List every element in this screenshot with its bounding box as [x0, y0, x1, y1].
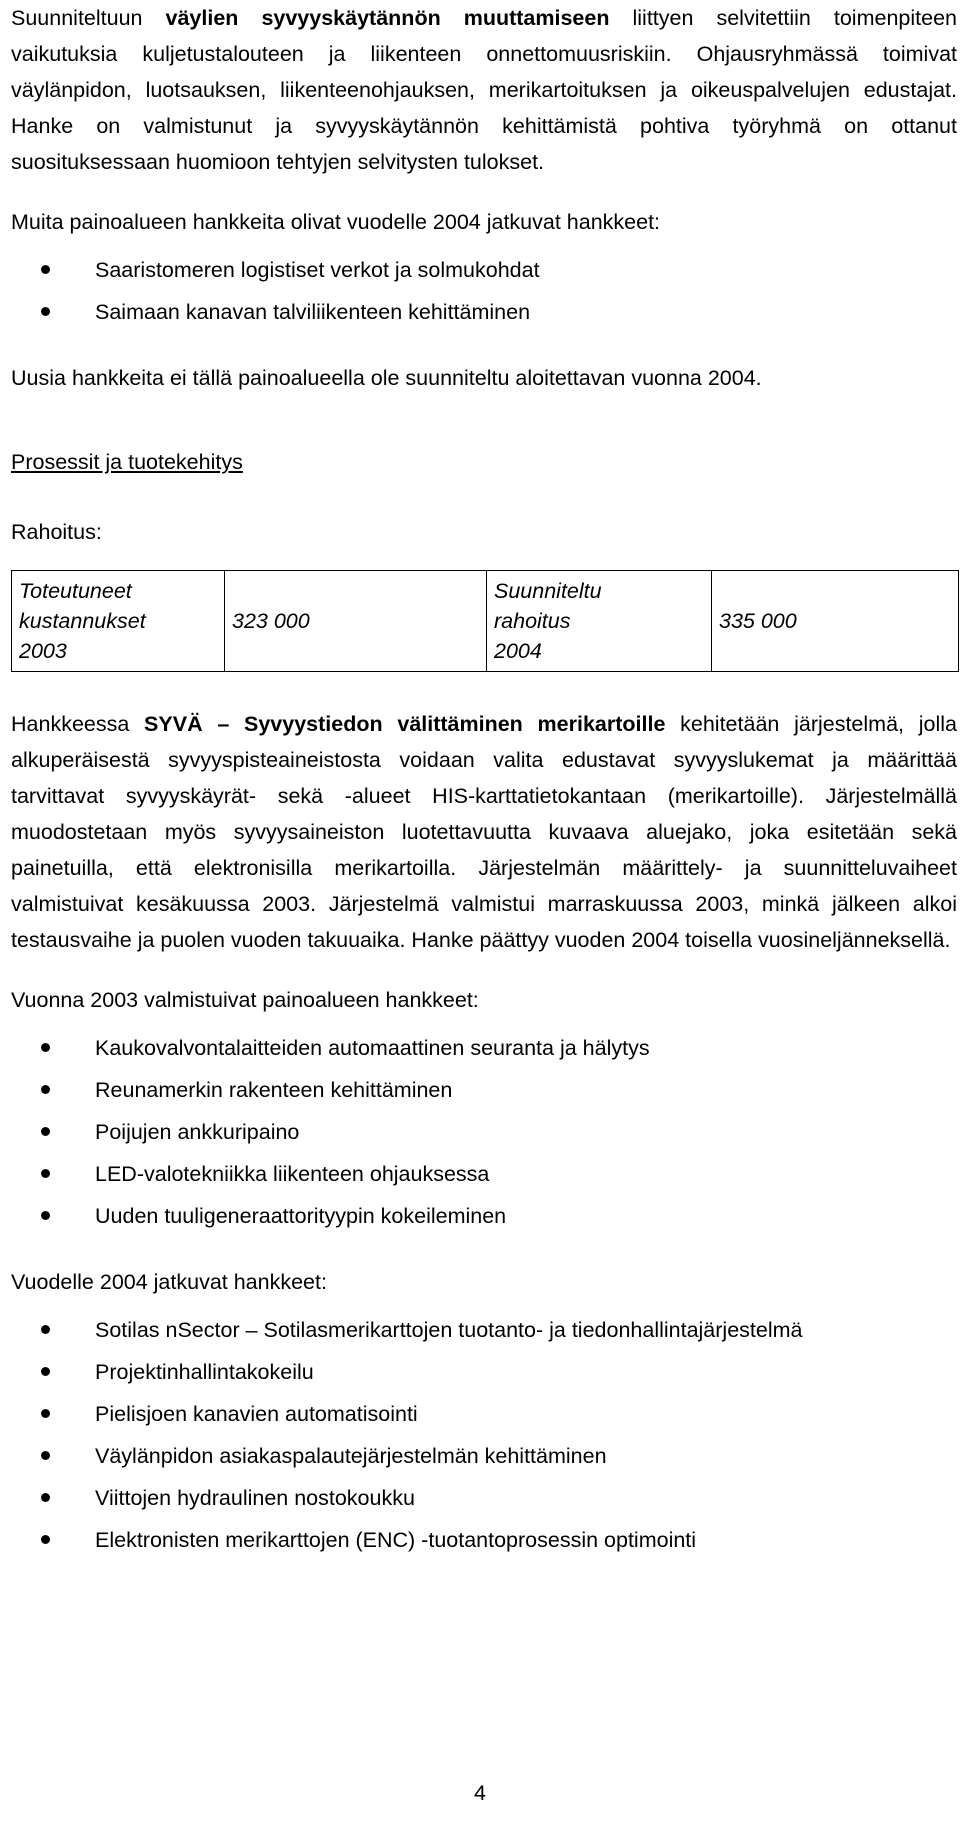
bullet-icon	[41, 1211, 50, 1220]
cost-value-cell: 323 000	[225, 571, 487, 672]
bullet-icon	[41, 1493, 50, 1502]
bullet-icon	[41, 1367, 50, 1376]
list-item: Viittojen hydraulinen nostokoukku	[11, 1480, 957, 1516]
list-item: Saaristomeren logistiset verkot ja solmukohdat	[11, 252, 957, 288]
table-row	[12, 571, 959, 672]
cost-label-cell: Toteutuneet kustannukset 2003	[12, 571, 225, 672]
bullet-icon	[41, 1535, 50, 1544]
paragraph-intro-rest: liittyen selvitettiin toimenpiteen vaikutuksia kuljetustalouteen ja liikenteen onnettomuusriskiin. Ohjausryhmässä toimivat väylänpidon, luotsauksen, liikenteenohjauksen, merikartoituksen ja oikeuspalvelujen edustajat. Hanke on valmistunut ja syvyyskäytännön kehittämistä pohtiva työryhmä on ottanut suosituksessaan huomioon tehtyjen selvitysten tulokset.	[11, 6, 957, 174]
list-item: Elektronisten merikarttojen (ENC) -tuotantoprosessin optimointi	[11, 1522, 957, 1558]
paragraph-intro-start: Suunniteltuun	[11, 6, 166, 30]
paragraph-syva: Hankkeessa SYVÄ – Syvyystiedon välittäminen merikartoille kehitetään järjestelmä, jolla alkuperäisestä syvyyspisteaineistosta voidaan valita edustavat syvyyslukemat ja määrittää tarvittavat syvyyskäyrät- sekä -alueet HIS-karttatietokantaan (merikartoille). Järjestelmällä muodostetaan myös syvyysaineiston luotettavuutta kuvaava aluejako, joka esitetään sekä painetuilla, että elektronisilla merikartoilla. Järjestelmän määrittely- ja suunnitteluvaiheet valmistuivat kesäkuussa 2003. Järjestelmä valmistui marraskuussa 2003, minkä jälkeen alkoi testausvaihe ja puolen vuoden takuuaika. Hanke päättyy vuoden 2004 toisella vuosineljänneksellä.	[11, 712, 957, 952]
paragraph-continuing-intro: Vuodelle 2004 jatkuvat hankkeet:	[11, 1270, 327, 1294]
project-title-syva: SYVÄ – Syvyystiedon välittäminen merikartoille	[144, 712, 666, 736]
budget-value-cell: 335 000	[712, 571, 959, 672]
project-title-syvyyskaytanto: väylien syvyyskäytännön muuttamiseen	[165, 6, 610, 30]
list-item: Väylänpidon asiakaspalautejärjestelmän kehittäminen	[11, 1438, 957, 1474]
bullet-icon	[41, 1325, 50, 1334]
bullet-icon	[41, 265, 50, 274]
list-item: Uuden tuuligeneraattorityypin kokeileminen	[11, 1198, 957, 1234]
bullet-icon	[41, 1169, 50, 1178]
bullet-icon	[41, 1127, 50, 1136]
list-item: LED-valotekniikka liikenteen ohjauksessa	[11, 1156, 957, 1192]
continuing-projects-list	[11, 1312, 957, 1558]
list-item: Projektinhallintakokeilu	[11, 1354, 957, 1390]
paragraph-new-projects: Uusia hankkeita ei tällä painoalueella ole suunniteltu aloitettavan vuonna 2004.	[11, 366, 762, 390]
budget-label-cell: Suunniteltu rahoitus 2004	[487, 571, 712, 672]
funding-label: Rahoitus:	[11, 520, 102, 544]
bullet-icon	[41, 1085, 50, 1094]
list-item: Kaukovalvontalaitteiden automaattinen seuranta ja hälytys	[11, 1030, 957, 1066]
list-item: Sotilas nSector – Sotilasmerikarttojen tuotanto- ja tiedonhallintajärjestelmä	[11, 1312, 957, 1348]
bullet-icon	[41, 1409, 50, 1418]
section-heading: Prosessit ja tuotekehitys	[11, 450, 243, 474]
page-number: 4	[474, 1781, 486, 1805]
completed-projects-list	[11, 1030, 957, 1234]
paragraph-intro	[11, 0, 957, 180]
list-item: Saimaan kanavan talviliikenteen kehittäminen	[11, 294, 957, 330]
list-item: Reunamerkin rakenteen kehittäminen	[11, 1072, 957, 1108]
paragraph-ongoing-intro: Muita painoalueen hankkeita olivat vuodelle 2004 jatkuvat hankkeet:	[11, 210, 661, 234]
list-item: Pielisjoen kanavien automatisointi	[11, 1396, 957, 1432]
ongoing-projects-list	[11, 252, 957, 330]
funding-table	[11, 570, 959, 672]
bullet-icon	[41, 1451, 50, 1460]
bullet-icon	[41, 1043, 50, 1052]
paragraph-completed-intro: Vuonna 2003 valmistuivat painoalueen hankkeet:	[11, 988, 479, 1012]
bullet-icon	[41, 307, 50, 316]
document-page	[11, 0, 957, 1564]
list-item: Poijujen ankkuripaino	[11, 1114, 957, 1150]
